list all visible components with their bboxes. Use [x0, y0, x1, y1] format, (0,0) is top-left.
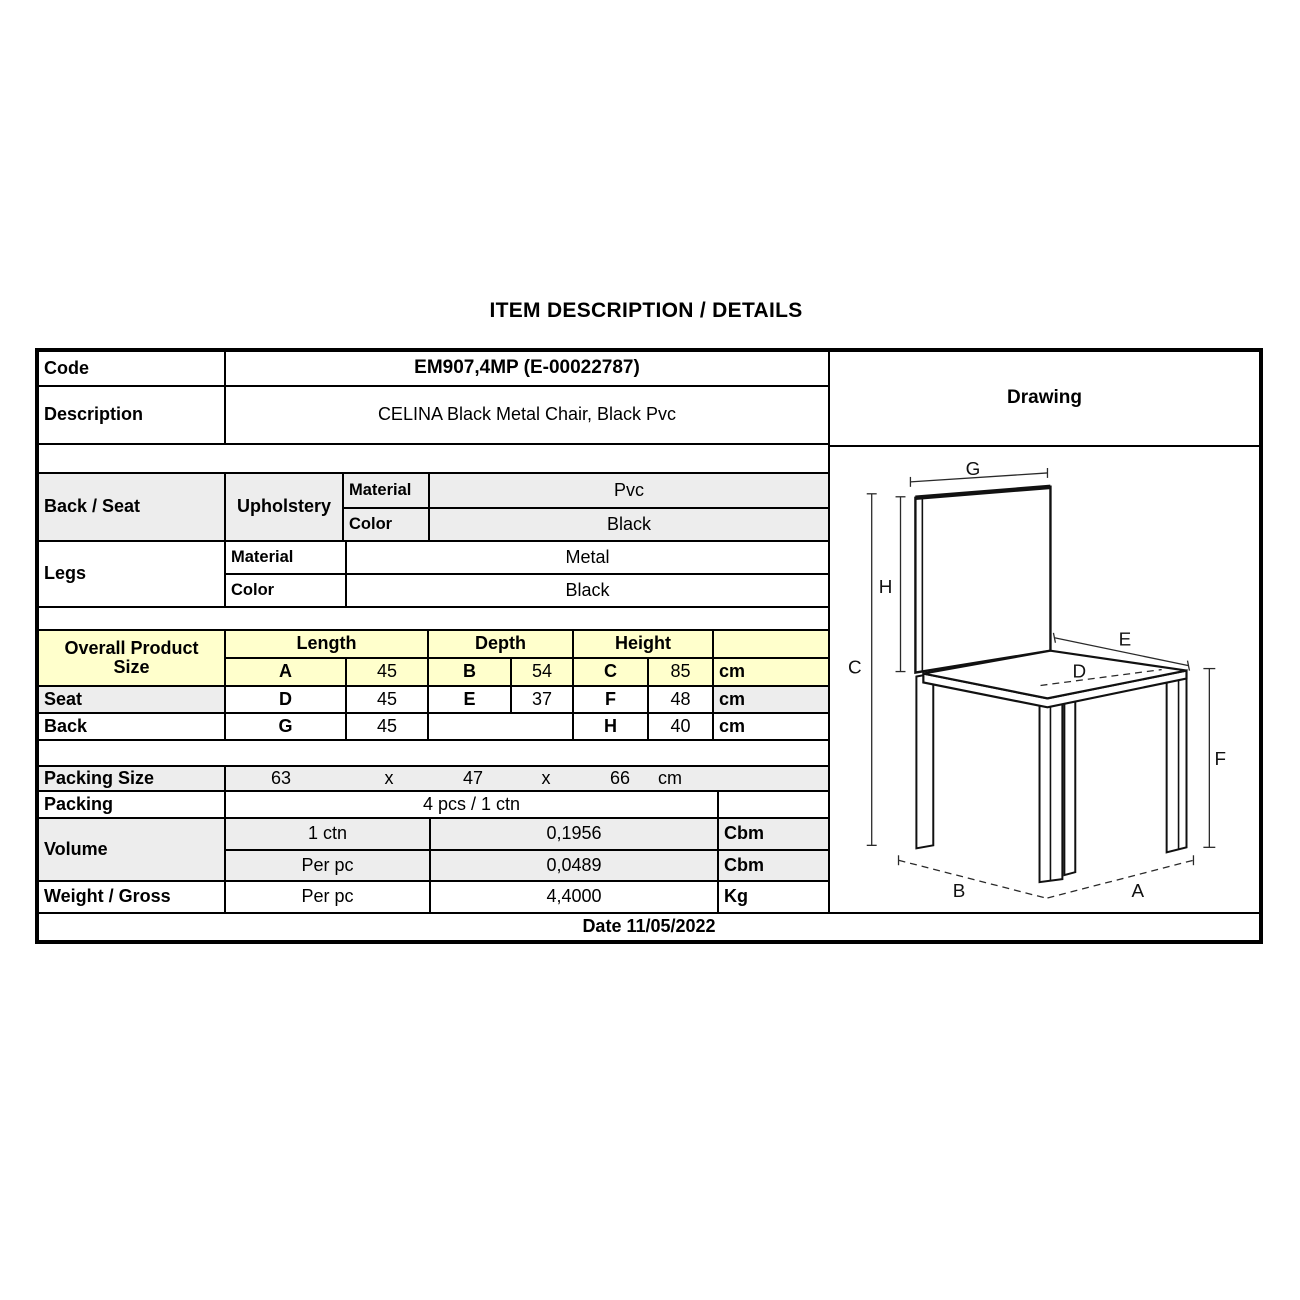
overall-size-label	[38, 630, 225, 686]
back-unit: cm	[713, 713, 829, 740]
dim-label-c: C	[848, 656, 862, 678]
weight-value: 4,4000	[430, 881, 718, 913]
packing-value: 4 pcs / 1 ctn	[225, 791, 718, 818]
code-value: EM907,4MP (E-00022787)	[225, 351, 829, 386]
dim-label-b: B	[952, 879, 966, 901]
drawing-cell	[829, 446, 1260, 913]
seat-length-key: D	[225, 686, 346, 713]
packing-size-unit: cm	[658, 767, 682, 788]
back-height-key: H	[573, 713, 648, 740]
seat-length-value: 45	[346, 686, 428, 713]
packing-size-height: 66	[609, 767, 631, 788]
volume-row1-unit: Cbm	[718, 818, 829, 850]
back-seat-label: Back / Seat	[38, 473, 225, 541]
dim-label-f: F	[1214, 747, 1227, 769]
seat-height-value: 48	[648, 686, 713, 713]
length-header: Length	[225, 630, 428, 658]
dim-label-g: G	[965, 457, 981, 479]
overall-height-value: 85	[648, 658, 713, 686]
legs-material-value: Metal	[346, 541, 829, 574]
upholstery-label: Upholstery	[225, 473, 343, 541]
overall-size-label-line2: Size	[113, 657, 150, 677]
drawing-header: Drawing	[829, 351, 1260, 446]
back-seat-material-value: Pvc	[429, 473, 829, 508]
packing-label: Packing	[38, 791, 225, 818]
date-row: Date 11/05/2022	[38, 913, 1260, 941]
overall-length-value: 45	[346, 658, 428, 686]
packing-size-value	[225, 766, 829, 791]
back-depth-blank	[428, 713, 573, 740]
seat-depth-value: 37	[511, 686, 573, 713]
spacer-row	[38, 444, 829, 473]
volume-row2-unit: Cbm	[718, 850, 829, 881]
seat-row-label: Seat	[38, 686, 225, 713]
back-seat-color-label: Color	[343, 508, 429, 541]
overall-depth-value: 54	[511, 658, 573, 686]
dim-label-h: H	[878, 575, 893, 597]
volume-row2-value: 0,0489	[430, 850, 718, 881]
back-height-value: 40	[648, 713, 713, 740]
page-title: ITEM DESCRIPTION / DETAILS	[489, 299, 803, 322]
legs-label: Legs	[38, 541, 225, 607]
dim-label-e: E	[1118, 628, 1132, 650]
back-length-key: G	[225, 713, 346, 740]
back-row-label: Back	[38, 713, 225, 740]
depth-header: Depth	[428, 630, 573, 658]
packing-size-sep1: x	[384, 767, 394, 788]
volume-row2-key: Per pc	[225, 850, 430, 881]
dim-label-d: D	[1072, 660, 1087, 682]
back-seat-material-label: Material	[343, 473, 429, 508]
description-value: CELINA Black Metal Chair, Black Pvc	[225, 386, 829, 444]
description-label: Description	[38, 386, 225, 444]
legs-material-label: Material	[225, 541, 346, 574]
volume-row1-value: 0,1956	[430, 818, 718, 850]
volume-label: Volume	[38, 818, 225, 881]
legs-color-value: Black	[346, 574, 829, 607]
dim-label-a: A	[1131, 879, 1145, 901]
overall-height-key: C	[573, 658, 648, 686]
height-header: Height	[573, 630, 713, 658]
packing-unit-blank	[718, 791, 829, 818]
seat-height-key: F	[573, 686, 648, 713]
legs-color-label: Color	[225, 574, 346, 607]
overall-size-label-line1: Overall Product	[64, 637, 199, 658]
volume-row1-key: 1 ctn	[225, 818, 430, 850]
spacer-row	[38, 740, 829, 766]
overall-length-key: A	[225, 658, 346, 686]
back-seat-color-value: Black	[429, 508, 829, 541]
spec-table	[35, 348, 1263, 944]
weight-unit: Kg	[718, 881, 829, 913]
packing-size-depth: 47	[462, 767, 484, 788]
overall-depth-key: B	[428, 658, 511, 686]
packing-size-sep2: x	[541, 767, 551, 788]
seat-unit: cm	[713, 686, 829, 713]
packing-size-label: Packing Size	[38, 766, 225, 791]
back-length-value: 45	[346, 713, 428, 740]
code-label: Code	[38, 351, 225, 386]
overall-unit: cm	[713, 658, 829, 686]
chair-drawing	[830, 448, 1258, 912]
spacer-row	[38, 607, 829, 630]
weight-label: Weight / Gross	[38, 881, 225, 913]
seat-depth-key: E	[428, 686, 511, 713]
unit-header-blank	[713, 630, 829, 658]
packing-size-width: 63	[270, 767, 292, 788]
weight-key: Per pc	[225, 881, 430, 913]
